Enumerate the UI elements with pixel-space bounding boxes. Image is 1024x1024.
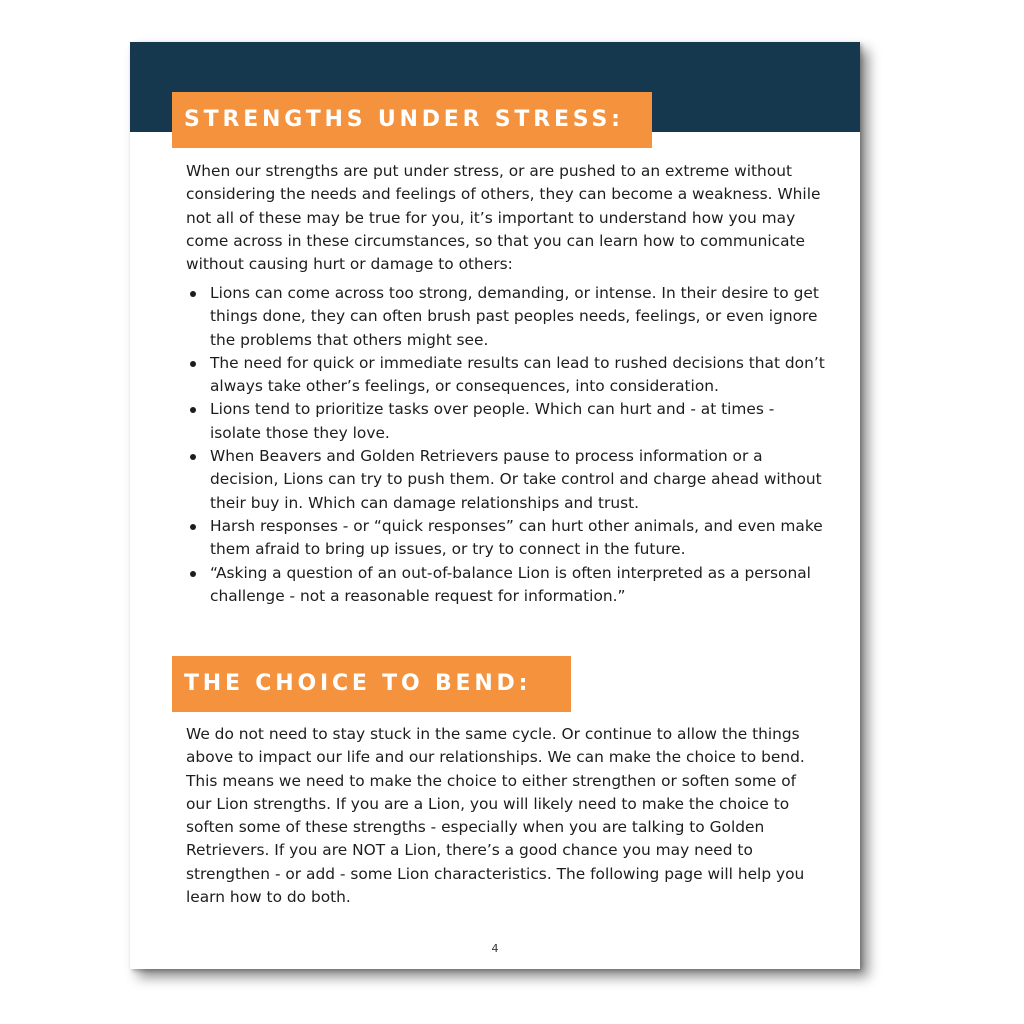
list-item-text: The need for quick or immediate results can lead to rushed decisions that don’t always take other’s feelings, or consequences, into consideration.: [210, 353, 825, 396]
list-item: [186, 398, 826, 445]
document-page: [130, 42, 860, 969]
list-item-text: “Asking a question of an out-of-balance Lion is often interpreted as a personal challenge - not a reasonable request for information.”: [210, 563, 811, 605]
list-item: [186, 562, 826, 609]
intro-paragraph: When our strengths are put under stress, or are pushed to an extreme without considering the needs and feelings of others, they can become a weakness. While not all of these may be true for you, it’s important to understand how you may come across in these circumstances, so that you can learn how to communicate without causing hurt or damage to others:: [186, 162, 821, 274]
bullet-list: [186, 282, 826, 608]
list-item-text: Lions tend to prioritize tasks over people. Which can hurt and - at times - isolate those they love.: [210, 400, 775, 442]
list-item-text: When Beavers and Golden Retrievers pause to process information or a decision, Lions can try to push them. Or take control and charge ahead without their buy in. Which can damage relationships and trust.: [210, 447, 822, 512]
list-item: [186, 352, 826, 399]
page-number: 4: [491, 942, 499, 955]
list-item-text: Harsh responses - or “quick responses” can hurt other animals, and even make them afraid to bring up issues, or try to connect in the future.: [210, 516, 823, 559]
bullet-icon: [190, 524, 196, 530]
list-item: [186, 515, 826, 562]
bullet-icon: [190, 407, 196, 413]
bullet-icon: [190, 571, 196, 577]
list-item: [186, 445, 826, 515]
list-item: [186, 282, 826, 352]
bullet-icon: [190, 291, 196, 297]
section-title-strengths-under-stress: STRENGTHS UNDER STRESS:: [172, 92, 652, 148]
list-item-text: Lions can come across too strong, demanding, or intense. In their desire to get things done, they can often brush past peoples needs, feelings, or even ignore the problems that others might see.: [210, 284, 819, 349]
choice-to-bend-paragraph: We do not need to stay stuck in the same cycle. Or continue to allow the things above to impact our life and our relationships. We can make the choice to bend. This means we need to make the choice to either strengthen or soften some of our Lion strengths. If you are a Lion, you will likely need to make the choice to soften some of these strengths - especially when you are talking to Golden Retrievers. If you are NOT a Lion, there’s a good chance you may need to strengthen - or add - some Lion characteristics. The following page will help you learn how to do both.: [186, 725, 805, 907]
bullet-icon: [190, 454, 196, 460]
section-title-choice-to-bend: THE CHOICE TO BEND:: [172, 656, 571, 712]
bullet-icon: [190, 361, 196, 367]
